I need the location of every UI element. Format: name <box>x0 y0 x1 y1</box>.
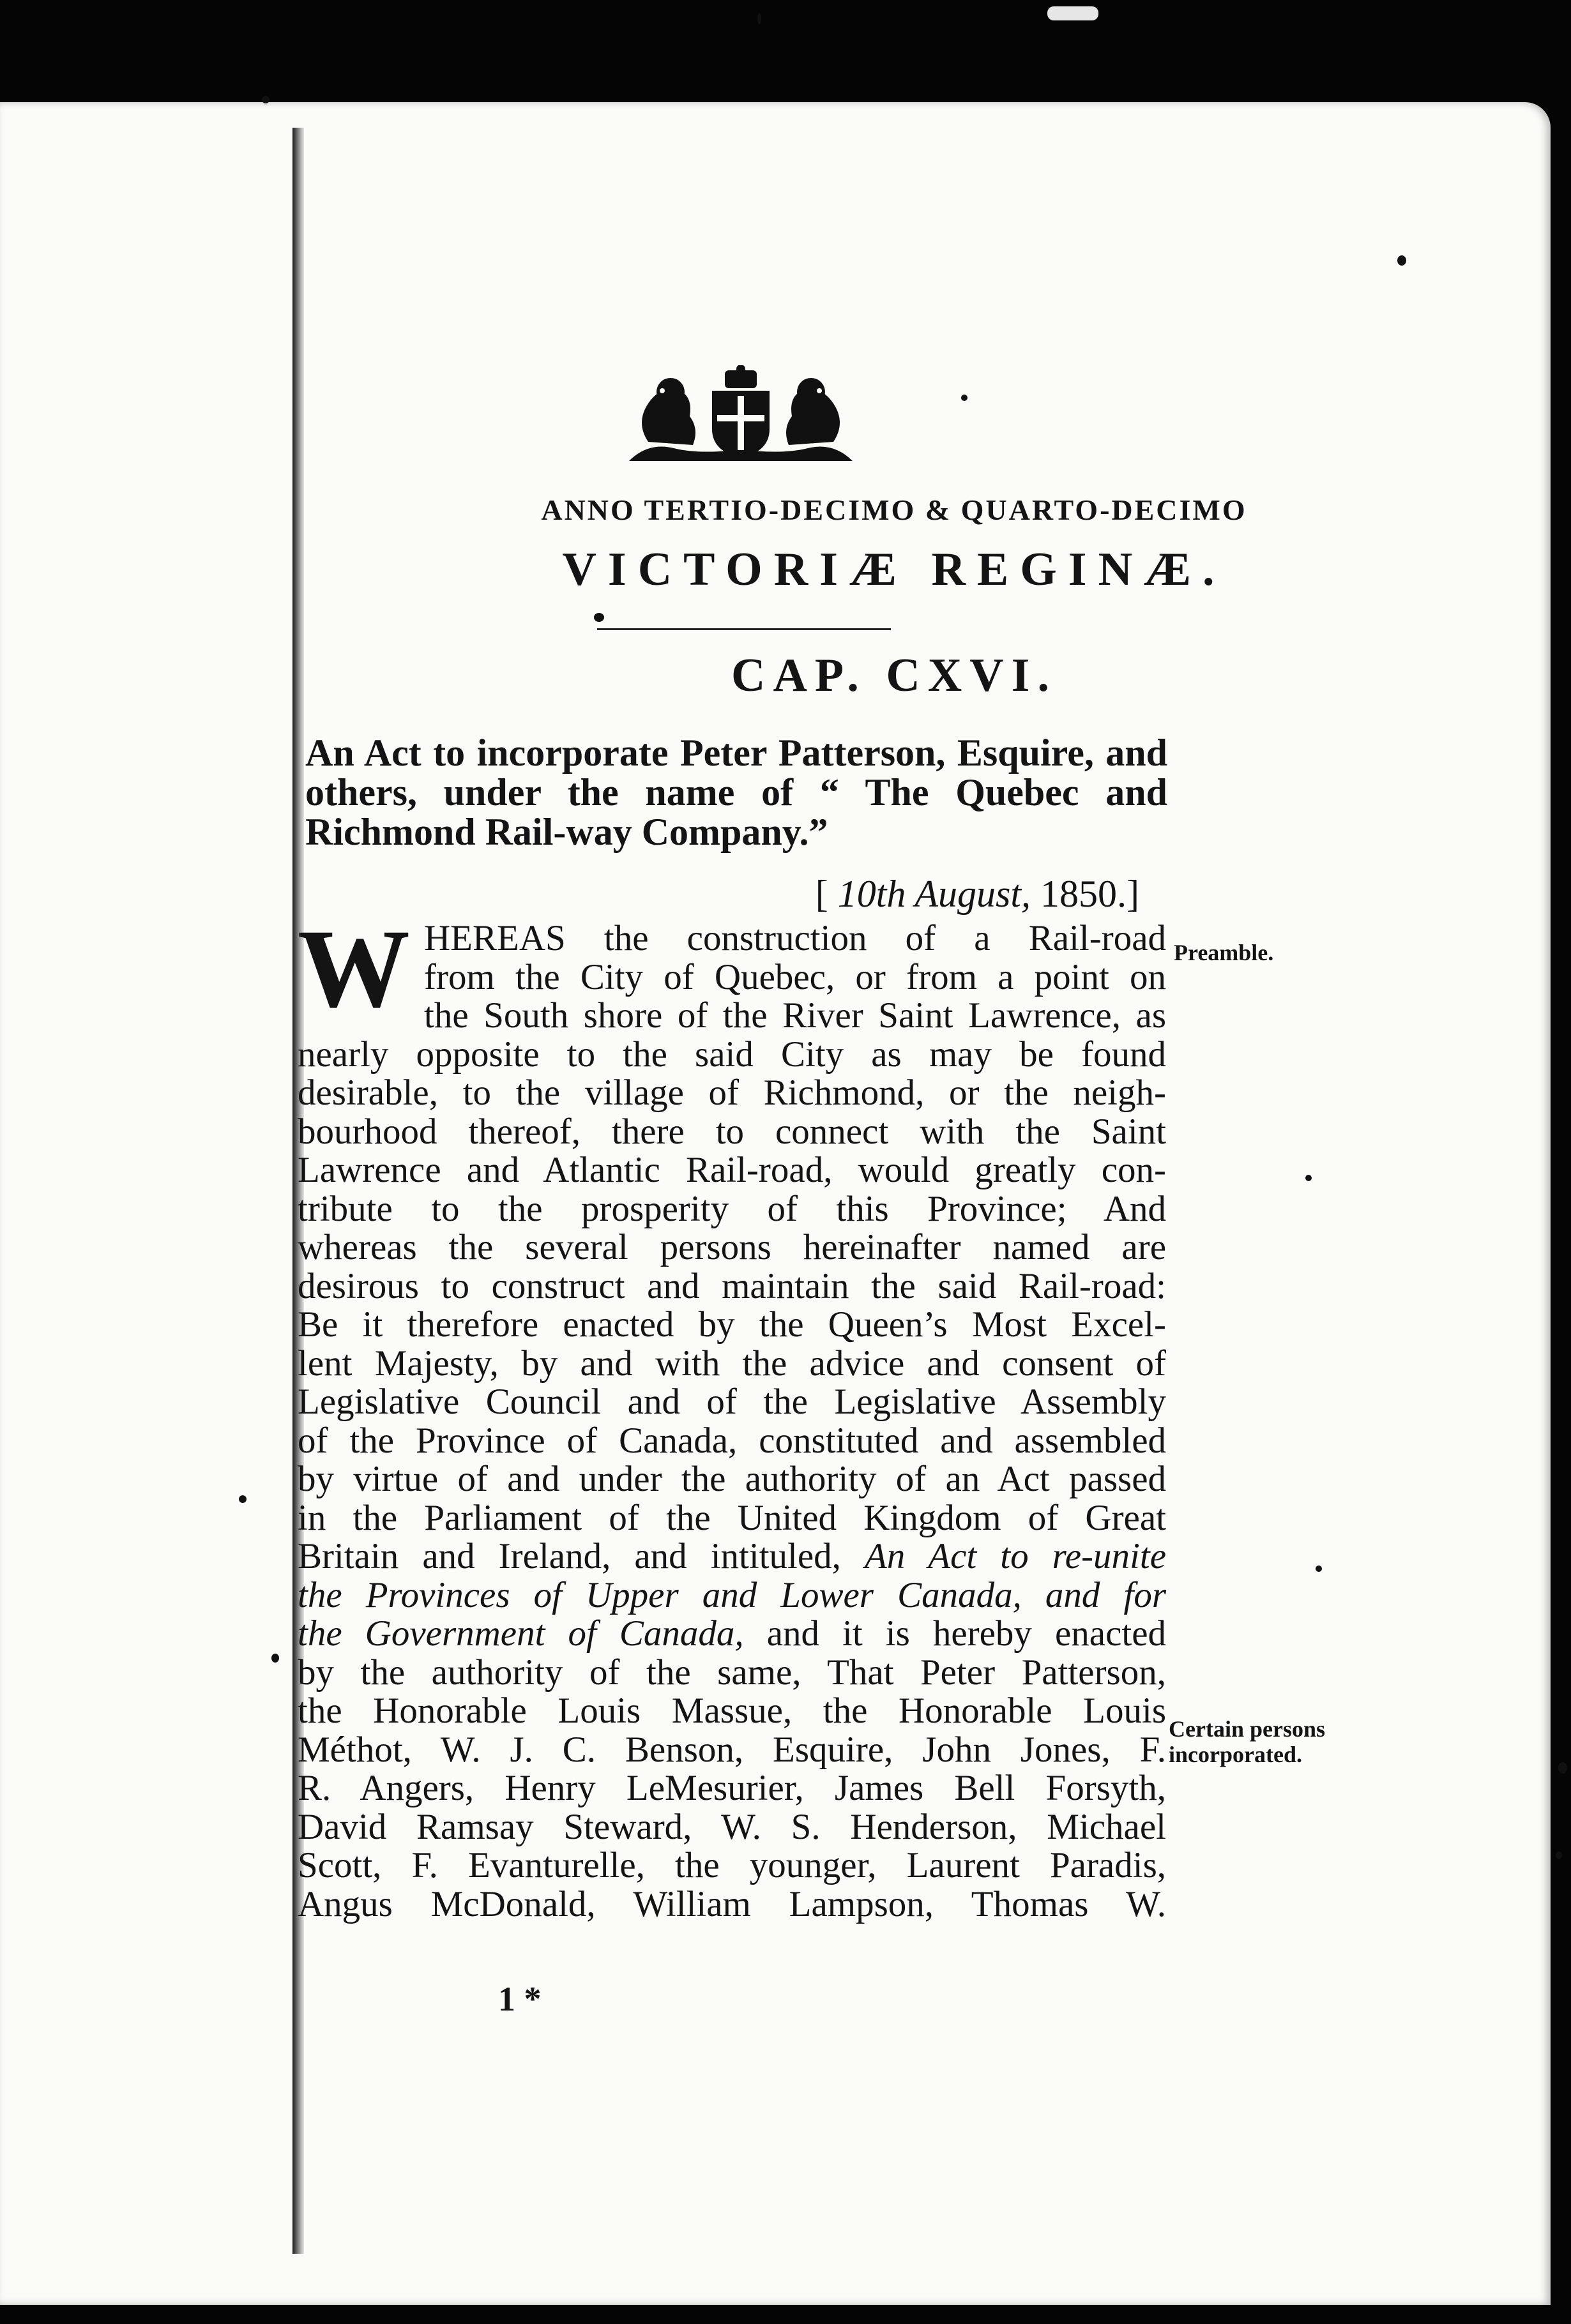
chapter-number: CAP. CXVI. <box>731 649 1057 702</box>
body-line: the Honorable Louis Massue, the Honorable Louis <box>298 1691 1166 1731</box>
date-bracket: [ <box>815 873 838 915</box>
body-line-text: Britain and Ireland, and intituled, <box>298 1536 841 1576</box>
body-line: Angus McDonald, William Lampson, Thomas W. <box>298 1883 1166 1924</box>
body-line: Méthot, W. J. C. Benson, Esquire, John Jones, F. <box>298 1729 1166 1770</box>
body-line: Lawrence and Atlantic Rail-road, would greatly con- <box>298 1150 1166 1190</box>
regnal-heading: VICTORIÆ REGINÆ. <box>562 543 1226 596</box>
body-line: David Ramsay Steward, W. S. Henderson, Michael <box>298 1806 1166 1847</box>
scan-speck <box>961 395 968 401</box>
act-citation: the Provinces of Upper and Lower Canada, and for <box>298 1574 1166 1615</box>
body-line: whereas the several persons hereinafter named are <box>298 1227 1166 1267</box>
scan-speck <box>262 96 269 103</box>
signature-mark: 1 * <box>498 1980 542 2018</box>
act-citation: the Government of Canada, <box>298 1613 744 1654</box>
body-line: tribute to the prosperity of this Province; And <box>298 1188 1166 1229</box>
body-line: by virtue of and under the authority of an Act passed <box>298 1459 1166 1499</box>
body-line: the South shore of the River Saint Lawrence, as <box>424 995 1166 1036</box>
royal-coat-of-arms <box>623 365 859 467</box>
scan-speck <box>1305 1175 1312 1181</box>
body-line: from the City of Quebec, or from a point on <box>424 956 1166 997</box>
scan-speck <box>1316 1566 1322 1572</box>
body-line: nearly opposite to the said City as may be found <box>298 1034 1166 1075</box>
rule-ornament <box>594 613 604 622</box>
body-line-text: and it is hereby enacted <box>743 1613 1166 1654</box>
margin-note-preamble: Preamble. <box>1174 940 1274 965</box>
preamble-body <box>298 907 1166 1924</box>
scan-speck <box>1397 255 1406 266</box>
body-line: desirous to construct and maintain the said Rail-road: <box>298 1265 1166 1306</box>
date-day: 10th August, <box>837 873 1031 915</box>
body-line: lent Majesty, by and with the advice and consent of <box>298 1343 1166 1384</box>
body-line: Legislative Council and of the Legislative Assembly <box>298 1382 1166 1422</box>
body-line: desirable, to the village of Richmond, or the neigh- <box>298 1073 1166 1113</box>
body-line: HEREAS the construction of a Rail-road <box>424 918 1166 958</box>
margin-note-certain-persons <box>1169 1716 1325 1767</box>
body-line: Scott, F. Evanturelle, the younger, Laurent Paradis, <box>298 1845 1166 1885</box>
body-line: in the Parliament of the United Kingdom of Great <box>298 1497 1166 1538</box>
margin-note-line: incorporated. <box>1169 1742 1302 1767</box>
body-line: Be it therefore enacted by the Queen’s Most Excel- <box>298 1304 1166 1345</box>
scan-speck <box>1556 1852 1562 1859</box>
body-line: of the Province of Canada, constituted and assembled <box>298 1420 1166 1461</box>
anno-heading: ANNO TERTIO-DECIMO & QUARTO-DECIMO <box>541 494 1247 526</box>
margin-note-line: Certain persons <box>1169 1716 1325 1742</box>
body-line <box>298 1615 1166 1654</box>
heading-divider <box>597 628 891 630</box>
body-line: bourhood thereof, there to connect with the Saint <box>298 1111 1166 1152</box>
body-line: R. Angers, Henry LeMesurier, James Bell Forsyth, <box>298 1768 1166 1808</box>
drop-cap: W <box>298 907 410 1031</box>
scan-speck <box>1558 1762 1567 1774</box>
date-year: 1850.] <box>1031 873 1139 915</box>
act-title: An Act to incorporate Peter Patterson, Esquire, and others, under the name of “ The Quebec and Richmond Rail-way Company.” <box>305 732 1167 853</box>
scan-speck <box>757 13 761 24</box>
body-line <box>298 1537 1166 1576</box>
assent-date <box>760 872 1139 916</box>
scan-artifact <box>1047 6 1098 20</box>
body-line: by the authority of the same, That Peter Patterson, <box>298 1652 1166 1693</box>
body-line <box>298 1576 1166 1615</box>
scan-speck <box>239 1495 247 1503</box>
scan-speck <box>271 1654 279 1663</box>
act-citation: An Act to re-unite <box>864 1536 1166 1576</box>
